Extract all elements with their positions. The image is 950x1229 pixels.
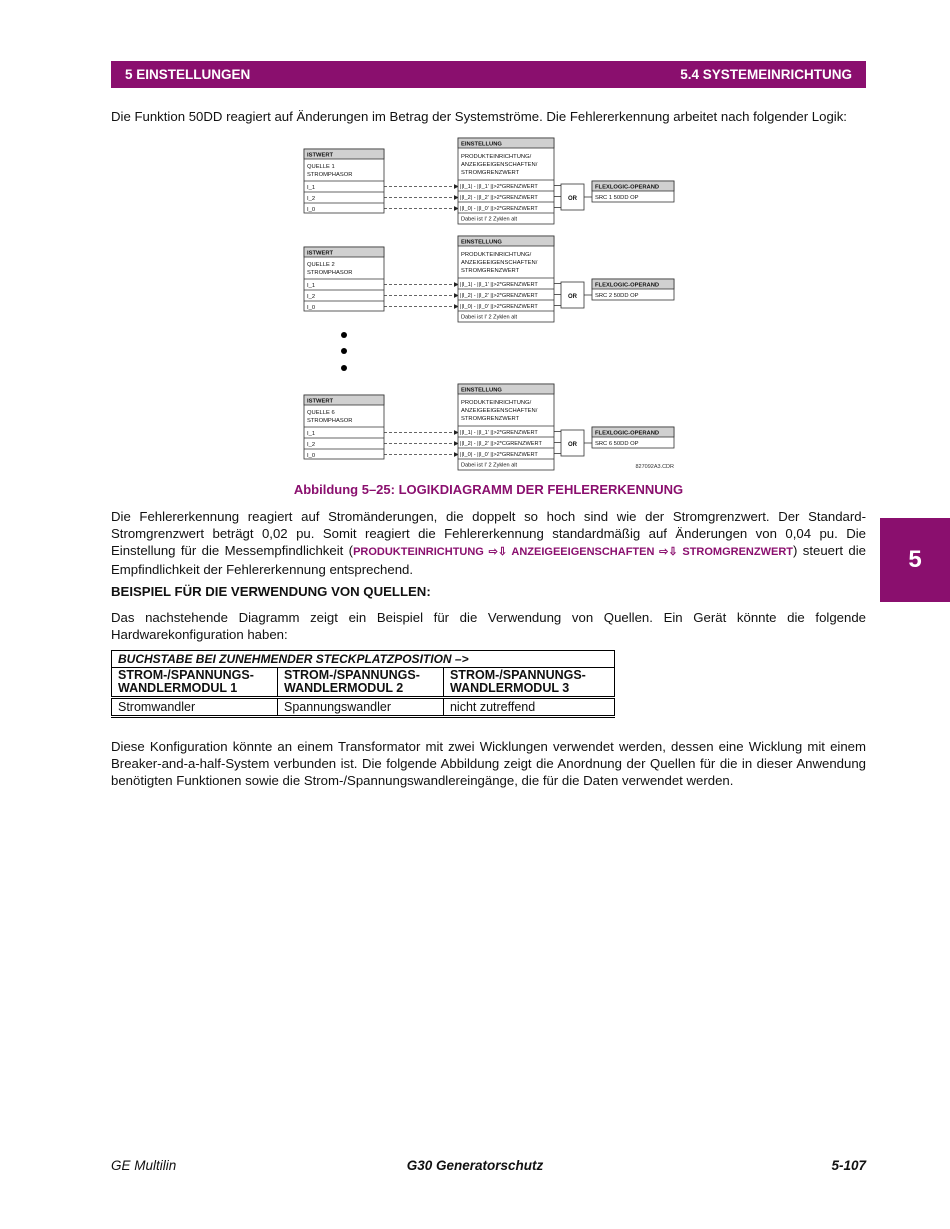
or-gate-label: OR (568, 442, 577, 448)
flexlogic-operand: SRC 1 50DD OP (595, 195, 639, 201)
setting-path: PRODUKTEINRICHTUNG/ (461, 400, 532, 406)
table-cell: Spannungswandler (277, 698, 443, 717)
condition-3: ||I_0| - ||I_0' ||>2*GRENZWERT (460, 452, 538, 458)
flexlogic-operand: SRC 6 50DD OP (595, 441, 639, 447)
or-gate-label: OR (568, 294, 577, 300)
paragraph-threshold (111, 508, 866, 578)
footer-product: G30 Generatorschutz (406, 1158, 544, 1173)
setting-path: PRODUKTEINRICHTUNG/ (461, 252, 532, 258)
continuation-dot (341, 348, 347, 354)
input-1: I_1 (307, 431, 316, 437)
section-subheading: BEISPIEL FÜR DIE VERWENDUNG VON QUELLEN: (111, 584, 431, 599)
hardware-config-table (111, 650, 615, 718)
input-3: I_0 (307, 305, 316, 311)
table-header-module-2: STROM-/SPANNUNGS-WANDLERMODUL 2 (277, 668, 443, 698)
condition-3: ||I_0| - ||I_0' ||>2*GRENZWERT (460, 206, 538, 212)
p2-text-before: Die Fehlererkennung reagiert auf Stromänderungen, die doppelt so hoch sind wie der Stromgrenzwert. Der Standard-Stromgrenzwert beträgt 0,02 pu. Somit reagiert die Fehlererkennung standardmäßig auf Änderungen von 0,04 pu. Die Einstellung für die Messempfindlichkeit ( (111, 509, 866, 558)
condition-3: ||I_0| - ||I_0' ||>2*GRENZWERT (460, 304, 538, 310)
condition-1: ||I_1| - ||I_1' ||>2*GRENZWERT (460, 282, 538, 288)
table-title: BUCHSTABE BEI ZUNEHMENDER STECKPLATZPOSITION –> (112, 651, 615, 668)
flexlogic-operand-title: FLEXLOGIC-OPERAND (595, 184, 660, 191)
logic-diagram (300, 134, 680, 474)
condition-2: ||I_2| - ||I_2' ||>2*CGRENZWERT (460, 441, 542, 447)
setting-title: EINSTELLUNG (461, 239, 502, 246)
footer-company: GE Multilin (111, 1158, 177, 1173)
input-2: I_2 (307, 294, 316, 300)
flexlogic-operand-title: FLEXLOGIC-OPERAND (595, 430, 660, 437)
table-header-module-3: STROM-/SPANNUNGS-WANDLERMODUL 3 (443, 668, 614, 698)
chapter-header-bar (111, 61, 866, 88)
condition-2: ||I_2| - ||I_2' ||>2*GRENZWERT (460, 293, 538, 299)
input-2: I_2 (307, 196, 316, 202)
input-1: I_1 (307, 283, 316, 289)
menu-path-display-properties: ANZEIGEEIGENSCHAFTEN (511, 546, 655, 558)
flexlogic-operand-title: FLEXLOGIC-OPERAND (595, 282, 660, 289)
actual-value-label: ISTWERT (307, 250, 334, 257)
paragraph-configuration: Diese Konfiguration könnte an einem Transformator mit zwei Wicklungen verwendet werden, dessen eine Wicklung mit einem Breaker-and-a-half-System verbunden ist. Die folgende Abbildung zeigt die Anordnung der Quellen für die in dieser Anwendung benötigten Funktionen sowie die Strom-/Spannungswandlereingänge, die für die Daten verwendet werden. (111, 739, 866, 788)
continuation-dot (341, 332, 347, 338)
setting-title: EINSTELLUNG (461, 141, 502, 148)
menu-arrow: ⇨⇩ (654, 546, 683, 558)
drawing-code: 827092A3.CDR (635, 464, 674, 470)
source-type: STROMPHASOR (307, 172, 353, 178)
setting-path: STROMGRENZWERT (461, 416, 520, 422)
condition-2: ||I_2| - ||I_2' ||>2*GRENZWERT (460, 195, 538, 201)
setting-note: Dabei ist I' 2 Zyklen alt (461, 216, 518, 223)
input-3: I_0 (307, 453, 316, 459)
menu-path-current-cutoff: STROMGRENZWERT (682, 546, 793, 558)
source-name: QUELLE 1 (307, 164, 335, 170)
source-type: STROMPHASOR (307, 270, 353, 276)
flexlogic-operand: SRC 2 50DD OP (595, 293, 639, 299)
setting-path: PRODUKTEINRICHTUNG/ (461, 154, 532, 160)
actual-value-label: ISTWERT (307, 398, 334, 405)
figure-caption: Abbildung 5–25: LOGIKDIAGRAMM DER FEHLERERKENNUNG (293, 482, 684, 497)
condition-1: ||I_1| - ||I_1' ||>2*GRENZWERT (460, 184, 538, 190)
continuation-dot (341, 365, 347, 371)
table-cell: Stromwandler (112, 698, 278, 717)
section-title: 5.4 SYSTEMEINRICHTUNG (680, 67, 852, 82)
p2-text-after: ) steuert die Empfindlichkeit der Fehlererkennung entsprechend. (111, 543, 867, 577)
setting-path: ANZEIGEEIGENSCHAFTEN/ (461, 408, 538, 414)
input-3: I_0 (307, 207, 316, 213)
table-header-module-1: STROM-/SPANNUNGS-WANDLERMODUL 1 (112, 668, 278, 698)
menu-path-product-setup: PRODUKTEINRICHTUNG (353, 546, 484, 558)
setting-note: Dabei ist I' 2 Zyklen alt (461, 462, 518, 469)
source-type: STROMPHASOR (307, 418, 353, 424)
chapter-side-tab: 5 (880, 518, 950, 602)
footer-page-number: 5-107 (831, 1158, 866, 1173)
menu-arrow: ⇨⇩ (483, 546, 512, 558)
setting-path: ANZEIGEEIGENSCHAFTEN/ (461, 260, 538, 266)
setting-note: Dabei ist I' 2 Zyklen alt (461, 314, 518, 321)
source-name: QUELLE 6 (307, 410, 335, 416)
source-name: QUELLE 2 (307, 262, 335, 268)
input-1: I_1 (307, 185, 316, 191)
chapter-title: 5 EINSTELLUNGEN (125, 67, 251, 82)
setting-path: STROMGRENZWERT (461, 170, 520, 176)
table-row (112, 698, 615, 717)
paragraph-example: Das nachstehende Diagramm zeigt ein Beispiel für die Verwendung von Quellen. Ein Gerät könnte die folgende Hardwarekonfiguration haben: (111, 610, 866, 642)
or-gate-label: OR (568, 196, 577, 202)
setting-path: STROMGRENZWERT (461, 268, 520, 274)
condition-1: ||I_1| - ||I_1' ||>2*GRENZWERT (460, 430, 538, 436)
setting-path: ANZEIGEEIGENSCHAFTEN/ (461, 162, 538, 168)
input-2: I_2 (307, 442, 316, 448)
setting-title: EINSTELLUNG (461, 387, 502, 394)
intro-paragraph: Die Funktion 50DD reagiert auf Änderungen im Betrag der Systemströme. Die Fehlererkennung arbeitet nach folgender Logik: (111, 109, 847, 124)
table-cell: nicht zutreffend (443, 698, 614, 717)
actual-value-label: ISTWERT (307, 152, 334, 159)
